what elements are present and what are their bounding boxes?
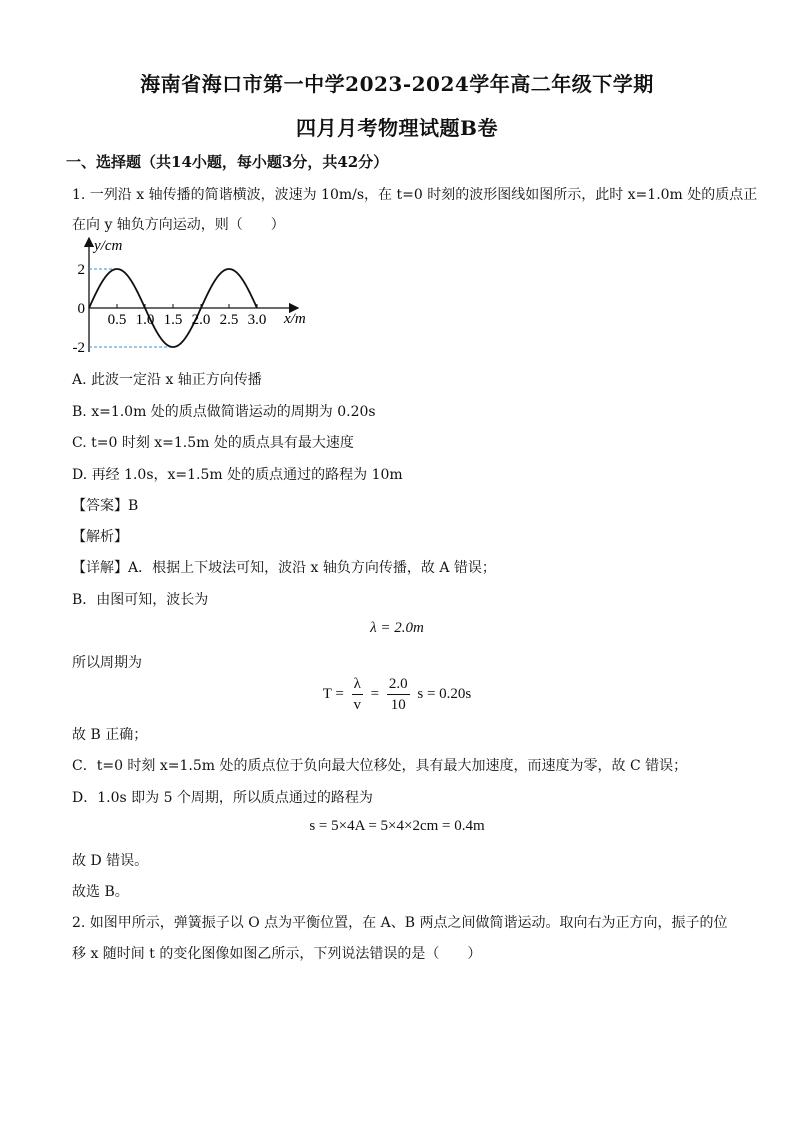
- q1-d-wrong: 故 D 错误。: [72, 853, 149, 869]
- eq-period-num2: 2.0: [387, 674, 410, 695]
- exam-title-line1: 海南省海口市第一中学2023-2024学年高二年级下学期: [140, 72, 654, 96]
- section-heading: 一、选择题（共14小题，每小题3分，共42分）: [66, 153, 389, 171]
- q2-stem-line2: 移 x 随时间 t 的变化图像如图乙所示，下列说法错误的是（ ）: [72, 946, 482, 962]
- wave-chart: [68, 234, 328, 364]
- eq-period-den2: 10: [390, 697, 406, 713]
- q1-detail-d: D．1.0s 即为 5 个周期，所以质点通过的路程为: [72, 790, 373, 806]
- y-axis-label: y/cm: [94, 238, 123, 254]
- x-tick-label: 0.5: [107, 312, 127, 328]
- eq-period-lhs: T =: [322, 686, 344, 702]
- q1-option-d: D. 再经 1.0s，x=1.5m 处的质点通过的路程为 10m: [72, 467, 403, 483]
- q1-option-b: B. x=1.0m 处的质点做简谐运动的周期为 0.20s: [72, 404, 376, 420]
- y-tick-label: -2: [72, 340, 85, 356]
- x-tick-label: 1.5: [163, 312, 183, 328]
- x-tick-label: 2.0: [191, 312, 211, 328]
- x-axis-label: x/m: [284, 311, 306, 327]
- q1-analysis-label: 【解析】: [72, 529, 128, 545]
- x-tick-label: 3.0: [247, 312, 267, 328]
- q1-detail-a: 【详解】A．根据上下坡法可知，波沿 x 轴负方向传播，故 A 错误；: [72, 560, 496, 576]
- x-tick-label: 1.0: [135, 312, 155, 328]
- eq-period-num1: λ: [352, 674, 363, 695]
- eq-period-equals: =: [370, 686, 380, 702]
- q1-option-a: A. 此波一定沿 x 轴正方向传播: [72, 372, 262, 388]
- exam-title-line2: 四月月考物理试题B卷: [296, 116, 498, 140]
- q2-stem-line1: 2. 如图甲所示，弹簧振子以 O 点为平衡位置，在 A、B 两点之间做简谐运动。取向右为正方向，振子的位: [72, 915, 728, 931]
- q1-choose: 故选 B。: [72, 884, 129, 900]
- q1-stem-line2: 在向 y 轴负方向运动，则（ ）: [72, 217, 285, 233]
- eq-wavelength: λ = 2.0m: [370, 620, 424, 636]
- eq-period-frac2: [387, 674, 410, 715]
- eq-distance: s = 5×4A = 5×4×2cm = 0.4m: [309, 818, 485, 834]
- eq-period-frac1: [352, 674, 363, 715]
- q1-period-intro: 所以周期为: [72, 655, 142, 671]
- x-tick-label: 2.5: [219, 312, 239, 328]
- q1-answer: 【答案】B: [72, 498, 139, 514]
- eq-period-rhs: s = 0.20s: [417, 686, 472, 702]
- q1-detail-b: B．由图可知，波长为: [72, 592, 209, 608]
- q1-b-correct: 故 B 正确；: [72, 727, 148, 743]
- q1-option-c: C. t=0 时刻 x=1.5m 处的质点具有最大速度: [72, 435, 354, 451]
- y-tick-label: 0: [77, 301, 85, 317]
- y-tick-label: 2: [77, 262, 85, 278]
- q1-stem-line1: 1. 一列沿 x 轴传播的简谐横波，波速为 10m/s，在 t=0 时刻的波形图线如图所示，此时 x=1.0m 处的质点正: [72, 187, 758, 203]
- eq-period: [0, 674, 794, 715]
- q1-detail-c: C．t=0 时刻 x=1.5m 处的质点位于负向最大位移处，具有最大加速度，而速度为零，故 C 错误；: [72, 758, 688, 774]
- eq-period-den1: v: [353, 697, 361, 713]
